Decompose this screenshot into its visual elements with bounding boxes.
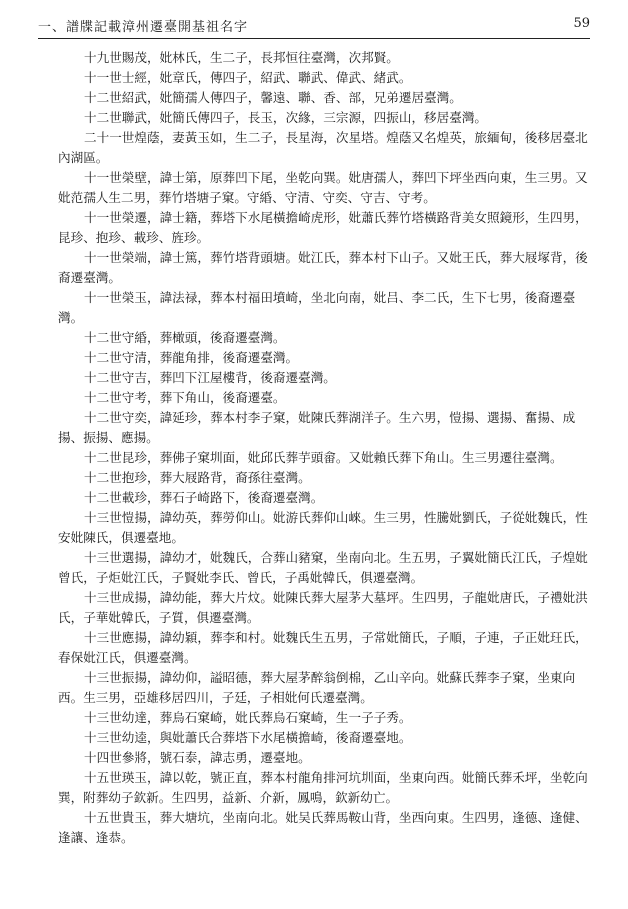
page-number: 59	[573, 16, 590, 31]
paragraph: 十四世參將，號石泰，諱志勇，遷臺地。	[84, 750, 311, 765]
paragraph: 十五世瑛玉，諱以乾，號正直，葬本村龍角排河坑圳面，坐東向西。妣簡氏葬禾坪，坐乾向巽，附葬幼子欽新。生四男，益新、介新，鳳鳴，欽新幼亡。	[58, 770, 588, 805]
paragraph: 十二世守考，葬下角山，後裔遷臺。	[84, 390, 286, 405]
paragraph: 十二世聯武，妣簡氏傳四子，長玉，次緣，三宗源，四振山，移居臺灣。	[84, 110, 487, 125]
paragraph: 十三世成揚，諱幼能，葬大片炆。妣陳氏葬大屋茅大墓坪。生四男，子龍妣唐氏，子禮妣洪氏，子華妣韓氏，子質，俱遷臺灣。	[58, 590, 588, 625]
paragraph: 十二世守清，葬龍角排，後裔遷臺灣。	[84, 350, 299, 365]
paragraph: 十三世幼達，葬烏石窠崎，妣氏葬烏石窠崎，生一子子秀。	[84, 710, 412, 725]
paragraph: 十一世榮遷，諱士籍，葬塔下水尾橫擔崎虎形，妣蕭氏葬竹塔橫路背美女照鏡形，生四男，昆珍、抱珍、載珍、旌珍。	[58, 210, 588, 245]
running-header	[38, 14, 590, 39]
genealogy-text	[58, 48, 594, 848]
paragraph: 十三世幼逵，與妣蕭氏合葬塔下水尾橫擔崎，後裔遷臺地。	[84, 730, 412, 745]
paragraph: 十一世榮壁，諱士第，原葬凹下尾，坐乾向巽。妣唐孺人，葬凹下坪坐西向東，生三男。又妣范孺人生二男，葬竹塔塘子窠。守緍、守清、守奕、守吉、守考。	[58, 170, 588, 205]
paragraph: 十三世選揚，諱幼才，妣魏氏，合葬山豬窠，坐南向北。生五男，子翼妣簡氏江氏，子煌妣曾氏，子炬妣江氏，子賢妣李氏、曾氏，子禹妣韓氏，俱遷臺灣。	[58, 550, 588, 585]
paragraph: 十二世守吉，葬凹下江屋樓背，後裔遷臺灣。	[84, 370, 336, 385]
paragraph: 十九世賜茂，妣林氏，生二子，長邦恒往臺灣，次邦賢。	[84, 50, 399, 65]
paragraph: 十二世載珍，葬石子崎路下，後裔遷臺灣。	[84, 490, 324, 505]
paragraph: 十二世紹武，妣簡孺人傳四子，馨遠、聯、香、部，兄弟遷居臺灣。	[84, 90, 462, 105]
paragraph: 十五世貴玉，葬大塘坑，坐南向北。妣吴氏葬馬鞍山背，坐西向東。生四男，逢德、逢健、逢讓、逢恭。	[58, 810, 588, 845]
paragraph: 二十一世煌蔭，妻黃玉如，生二子，長星海，次星塔。煌蔭又名煌英，旅緬甸，後移居臺北內湖區。	[58, 130, 588, 165]
paragraph: 十三世振揚，諱幼仰，謚昭德，葬大屋茅醉翁倒棉，乙山辛向。妣蘇氏葬李子窠，坐東向西。生三男，亞雄移居四川，子廷，子相妣何氏遷臺灣。	[58, 670, 576, 705]
paragraph: 十二世昆珍，葬佛子窠圳面，妣邱氏葬芋頭畲。又妣賴氏葬下角山。生三男遷往臺灣。	[84, 450, 563, 465]
paragraph: 十二世守緍，葬橄頭，後裔遷臺灣。	[84, 330, 286, 345]
paragraph: 十二世抱珍，葬大屐路背，裔孫往臺灣。	[84, 470, 311, 485]
paragraph: 十二世守奕，諱延珍，葬本村李子窠，妣陳氏葬湖洋子。生六男，愷揚、選揚、奮揚、成揚、振揚、應揚。	[58, 410, 576, 445]
paragraph: 十三世愷揚，諱幼英，葬勞仰山。妣游氏葬仰山崍。生三男，性騰妣劉氏，子從妣魏氏，性安妣陳氏，俱遷臺地。	[58, 510, 588, 545]
paragraph: 十一世榮玉，諱法禄，葬本村福田墳崎，坐北向南，妣吕、李二氏，生下七男，後裔遷臺灣。	[58, 290, 576, 325]
paragraph: 十三世應揚，諱幼穎，葬李和村。妣魏氏生五男，子常妣簡氏，子順，子連，子正妣玨氏，春保妣江氏，俱遷臺灣。	[58, 630, 588, 665]
paragraph: 十一世榮端，諱士篤，葬竹塔背頭塘。妣江氏，葬本村下山子。又妣王氏，葬大屐塚背，後裔遷臺灣。	[58, 250, 588, 285]
running-header-title: 一、譜牒記載漳州遷臺開基祖名字	[38, 20, 249, 35]
paragraph: 十一世士經，妣章氏，傳四子，紹武、聯武、偉武、緒武。	[84, 70, 412, 85]
